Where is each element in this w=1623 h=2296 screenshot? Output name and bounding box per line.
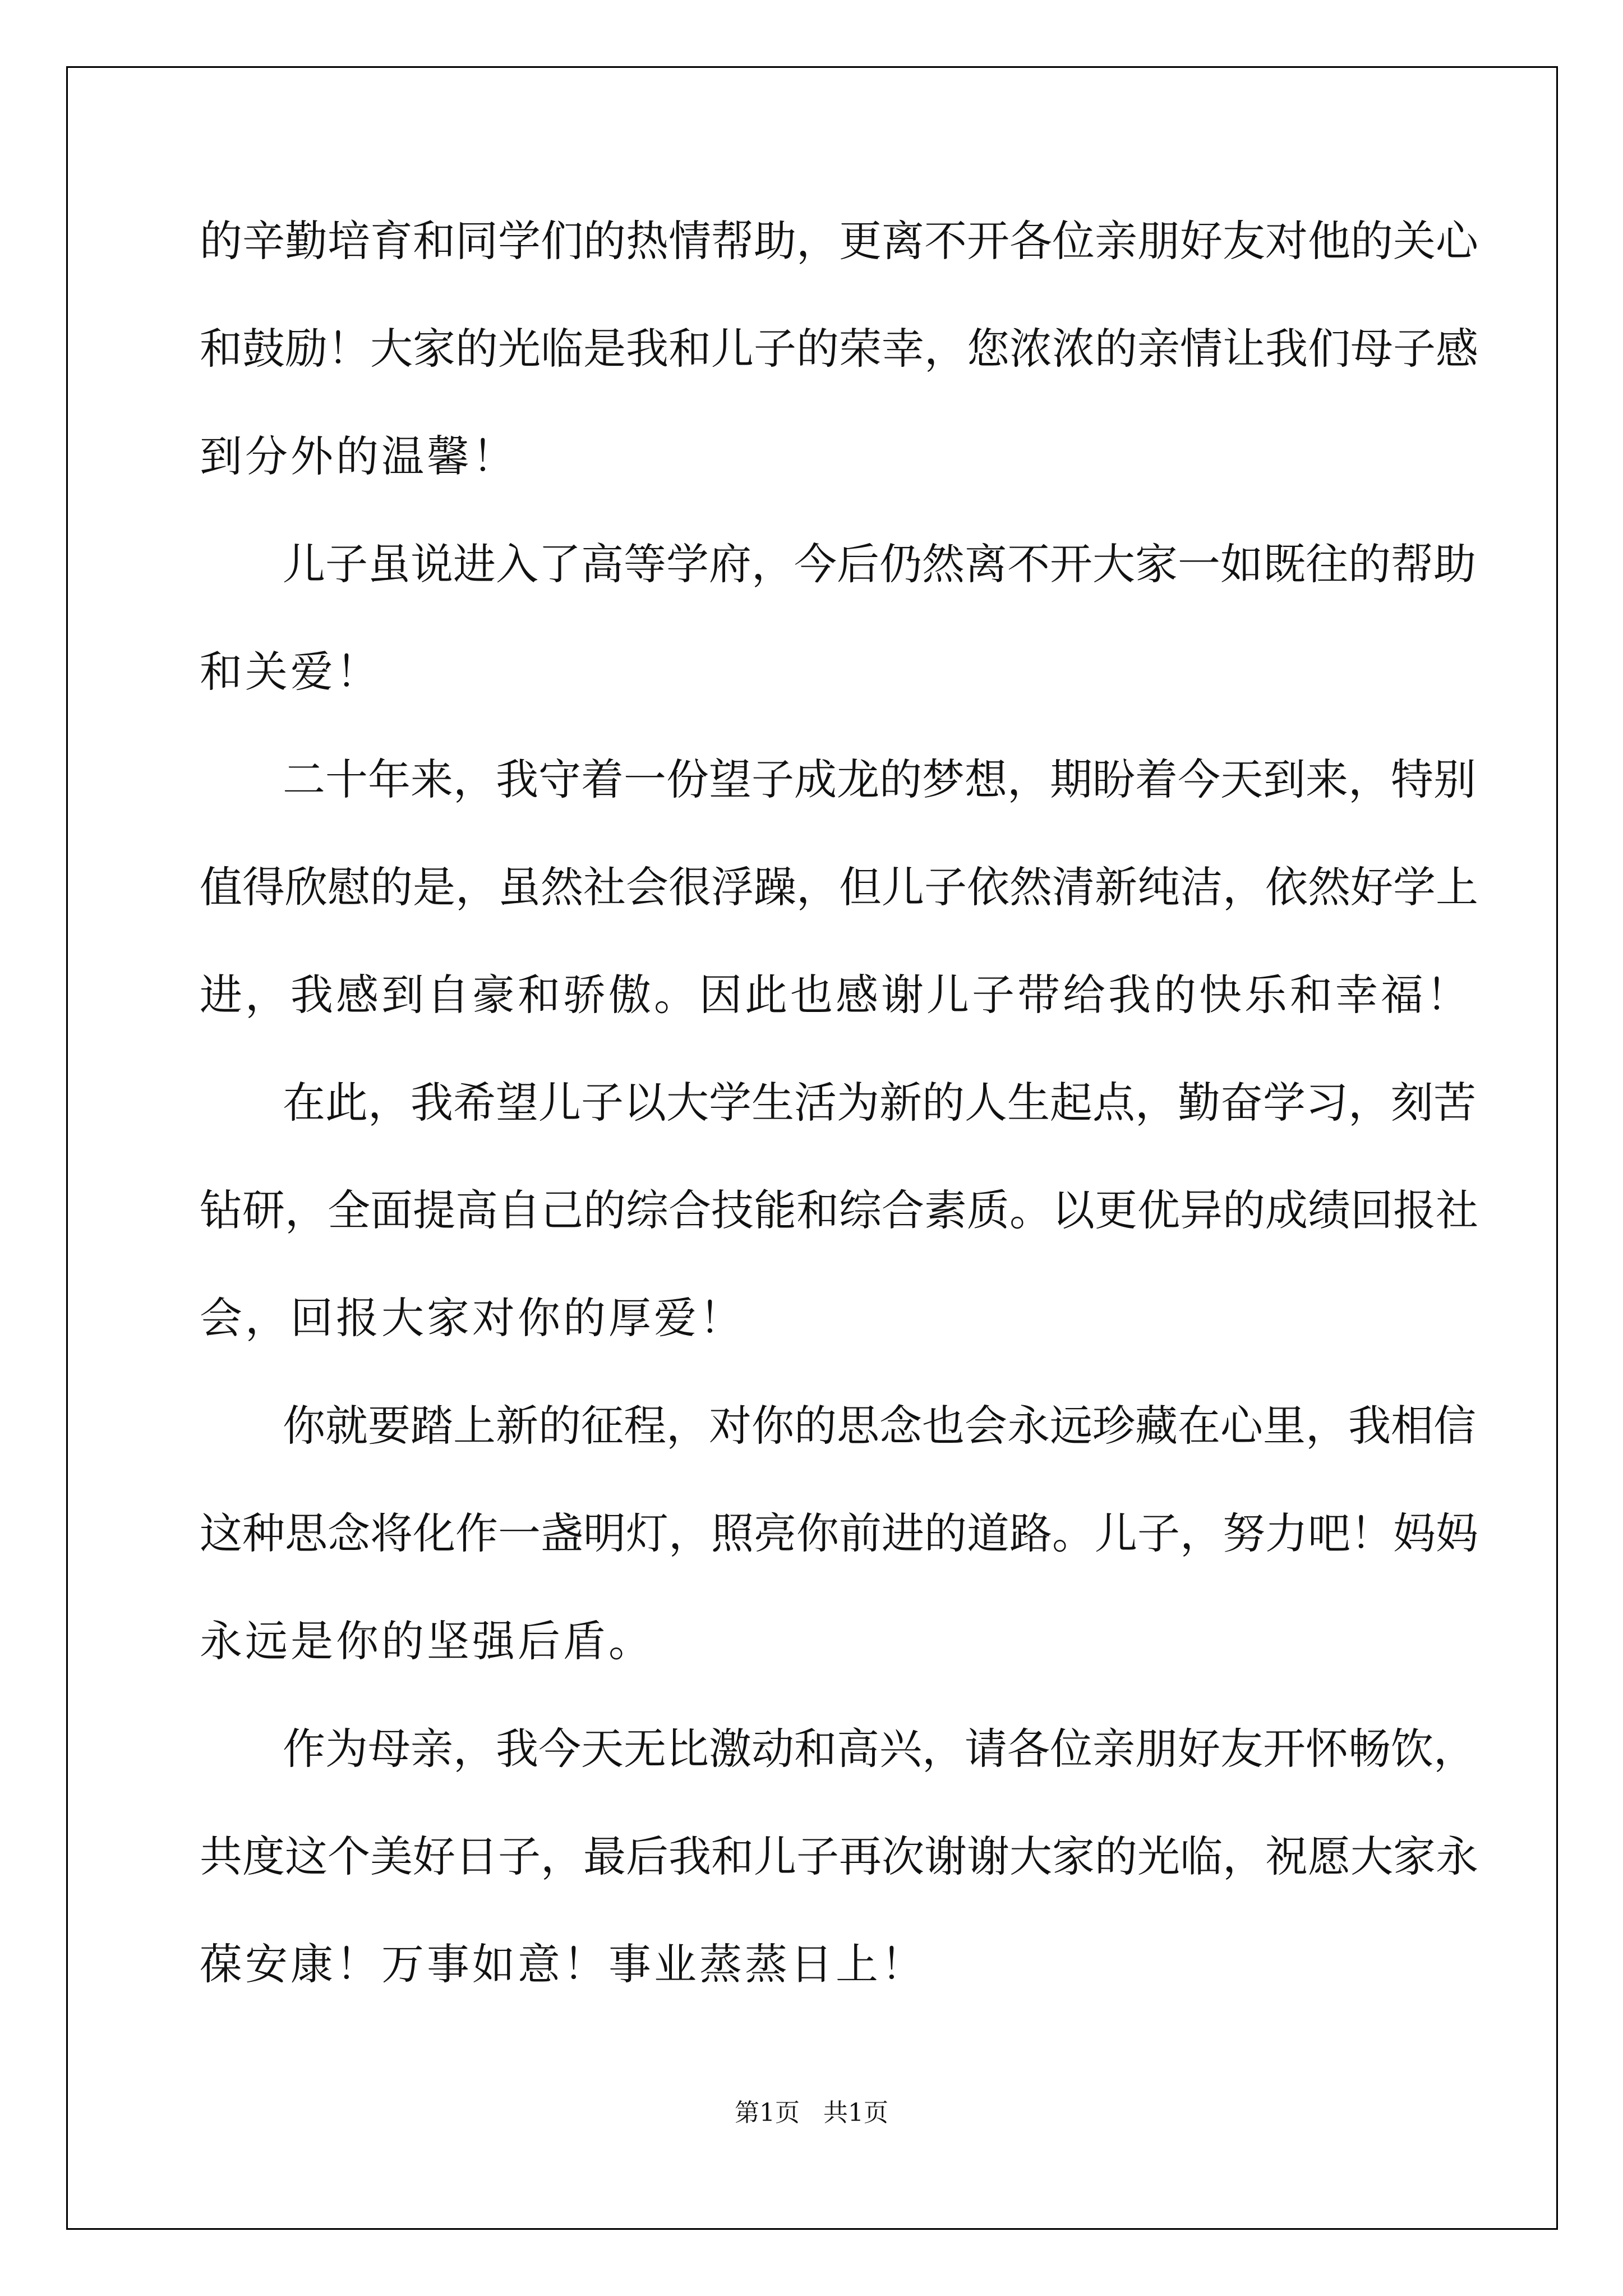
page-border [66, 66, 1558, 2230]
text-line: 和关爱！ [200, 647, 381, 697]
text-line: 你就要踏上新的征程，对你的思念也会永远珍藏在心里，我相信 [283, 1401, 1476, 1451]
text-line: 儿子虽说进入了高等学府，今后仍然离不开大家一如既往的帮助 [283, 539, 1476, 589]
text-line: 钻研，全面提高自己的综合技能和综合素质。以更优异的成绩回报社 [200, 1185, 1478, 1235]
text-line: 在此，我希望儿子以大学生活为新的人生起点，勤奋学习，刻苦 [283, 1078, 1476, 1128]
text-line: 值得欣慰的是，虽然社会很浮躁，但儿子依然清新纯洁，依然好学上 [200, 862, 1478, 912]
text-line: 永远是你的坚强后盾。 [200, 1616, 654, 1666]
page-number-footer: 第1页 共1页 [735, 2099, 888, 2127]
text-line: 到分外的温馨！ [200, 431, 518, 481]
text-line: 进，我感到自豪和骄傲。因此也感谢儿子带给我的快乐和幸福！ [200, 970, 1472, 1020]
text-line: 和鼓励！大家的光临是我和儿子的荣幸，您浓浓的亲情让我们母子感 [200, 324, 1478, 374]
text-line: 作为母亲，我今天无比激动和高兴，请各位亲朋好友开怀畅饮， [283, 1724, 1476, 1774]
text-line: 这种思念将化作一盏明灯，照亮你前进的道路。儿子，努力吧！妈妈 [200, 1508, 1478, 1558]
text-line: 会，回报大家对你的厚爱！ [200, 1293, 745, 1343]
text-line: 共度这个美好日子，最后我和儿子再次谢谢大家的光临，祝愿大家永 [200, 1832, 1478, 1881]
text-line: 葆安康！万事如意！事业蒸蒸日上！ [200, 1939, 926, 1989]
text-line: 的辛勤培育和同学们的热情帮助，更离不开各位亲朋好友对他的关心 [200, 216, 1478, 266]
text-line: 二十年来，我守着一份望子成龙的梦想，期盼着今天到来，特别 [283, 754, 1476, 804]
